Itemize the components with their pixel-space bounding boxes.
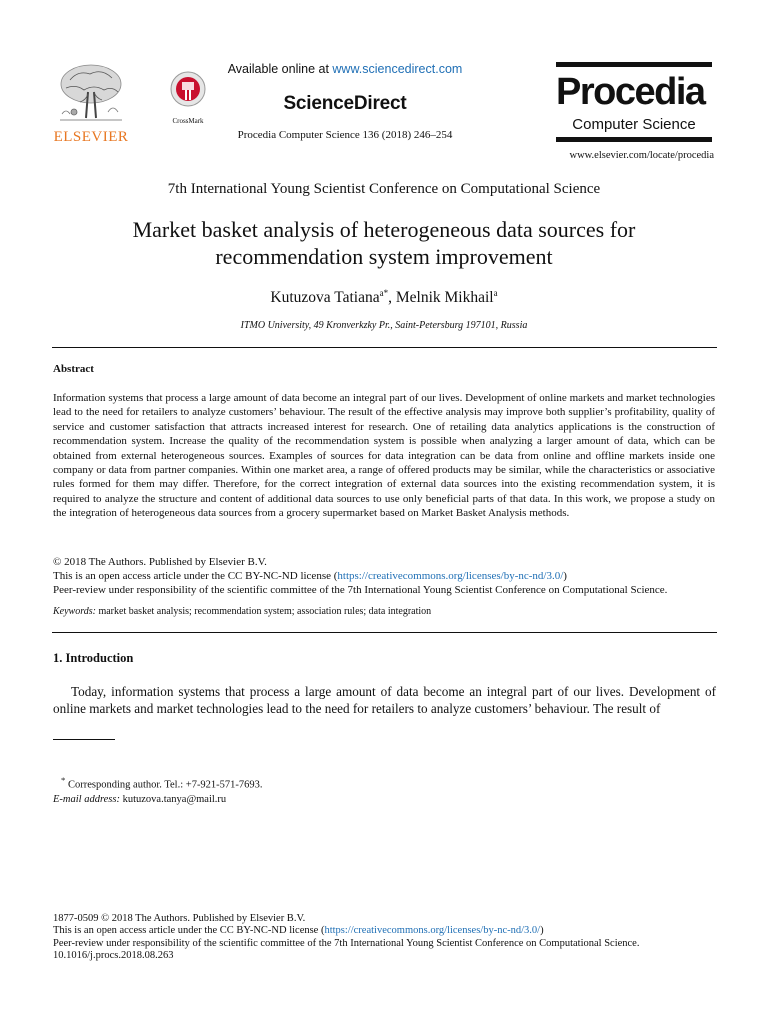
abstract-text: Information systems that process a large amount of data become an integral part of our lives. Development of online markets and market technologies lead to the need for retailers to analyze customers’ behaviour. The result of the effective analysis may improve both supplier’s profitability, quality of service and customer satisfaction that attracts increased interest for research. One of retailing data analytics applications is the construction of recommendation system. Increase the quality of the recommendation system is possible when analyzing a larger amount of data, which can be obtained from external heterogeneous sources. Examples of sources for data integration can be data from online and offline markets inside one company or data from partner companies. Within one market area, a range of offered products may be similar, while the characteristics or associative rules formed for them may differ. Therefore, for the correct integration of external data sources into the existing recommendation system, it is required to analyze the structure and content of additional data sources to use only beneficial parts of that data. In this work, we propose a study on the integration of heterogeneous data sources from a grocery supermarket based on Market Basket Analysis methods.: [53, 392, 715, 520]
bottom-license-line: [53, 925, 717, 937]
author-1-affiliation-mark: a*: [379, 288, 389, 298]
elsevier-journal-url[interactable]: www.elsevier.com/locate/procedia: [569, 150, 714, 161]
author-separator: ,: [388, 289, 396, 307]
copyright-block: [53, 555, 717, 597]
keywords: [53, 606, 717, 617]
elsevier-wordmark: ELSEVIER: [53, 129, 129, 145]
introduction-heading: 1. Introduction: [53, 651, 134, 665]
footnote-marker: *: [61, 775, 66, 785]
footnote-rule: [53, 739, 115, 740]
affiliation: ITMO University, 49 Kronverkzky Pr., Saint-Petersburg 197101, Russia: [240, 320, 528, 331]
paper-title: [84, 216, 684, 270]
available-online: [222, 62, 468, 76]
email-line: [53, 793, 653, 807]
procedia-logo[interactable]: [556, 62, 712, 142]
journal-reference: Procedia Computer Science 136 (2018) 246–254: [237, 129, 453, 141]
email-label: E-mail address:: [53, 793, 120, 805]
divider: [52, 632, 717, 633]
available-prefix: Available online at: [227, 62, 333, 76]
procedia-top-bar: [556, 62, 712, 67]
license-line: [53, 569, 717, 583]
elsevier-tree-icon: [50, 62, 132, 128]
bottom-license-prefix: This is an open access article under the CC BY-NC-ND license (: [53, 925, 325, 937]
conference-name: 7th International Young Scientist Conference on Computational Science: [167, 181, 601, 197]
elsevier-logo[interactable]: [50, 62, 132, 146]
procedia-subtitle: Computer Science: [572, 116, 696, 133]
bottom-peer-review-line: Peer-review under responsibility of the scientific committee of the 7th International Young Scientist Conference on Computational Science.: [53, 937, 640, 949]
peer-review-line: Peer-review under responsibility of the scientific committee of the 7th International Young Scientist Conference on Computational Science.: [53, 584, 668, 596]
crossmark-icon: [169, 70, 207, 110]
sciencedirect-link[interactable]: www.sciencedirect.com: [332, 62, 463, 76]
keywords-list: market basket analysis; recommendation system; association rules; data integration: [95, 606, 432, 617]
email-address[interactable]: kutuzova.tanya@mail.ru: [119, 793, 227, 805]
crossmark-badge[interactable]: [164, 70, 212, 125]
sciencedirect-wordmark[interactable]: ScienceDirect: [283, 93, 407, 114]
introduction-text: Today, information systems that process a large amount of data become an integral part of our lives. Development of online markets and market technologies lead to the need for retailers to analyze customers’ behaviour. The result of: [53, 684, 716, 716]
corresponding-author-note: [53, 773, 653, 793]
author-2: Melnik Mikhail: [395, 289, 494, 307]
keywords-label: Keywords:: [53, 606, 96, 617]
copyright-line: © 2018 The Authors. Published by Elsevier B.V.: [53, 556, 267, 568]
issn-copyright-line: 1877-0509 © 2018 The Authors. Published by Elsevier B.V.: [53, 913, 306, 924]
author-1: Kutuzova Tatiana: [270, 289, 380, 307]
abstract-heading: Abstract: [53, 363, 94, 375]
author-2-affiliation-mark: a: [493, 288, 498, 298]
bottom-license-link[interactable]: https://creativecommons.org/licenses/by-nc-nd/3.0/: [324, 925, 541, 937]
crossmark-label: CrossMark: [172, 117, 204, 125]
license-link[interactable]: https://creativecommons.org/licenses/by-nc-nd/3.0/: [337, 570, 564, 582]
footnote: [53, 773, 653, 807]
procedia-bottom-bar: [556, 137, 712, 142]
title-line-2: recommendation system improvement: [215, 244, 553, 269]
corresponding-author-text: Corresponding author. Tel.: +7-921-571-7693.: [65, 779, 263, 791]
bottom-license-suffix: ): [540, 925, 544, 937]
authors: [0, 288, 768, 307]
title-line-1: Market basket analysis of heterogeneous data sources for: [132, 217, 636, 242]
license-suffix: ): [563, 570, 567, 582]
procedia-name: Procedia: [556, 71, 705, 113]
doi[interactable]: 10.1016/j.procs.2018.08.263: [53, 949, 174, 961]
publication-info: [53, 913, 717, 962]
divider: [52, 347, 717, 348]
license-prefix: This is an open access article under the CC BY-NC-ND license (: [53, 570, 338, 582]
